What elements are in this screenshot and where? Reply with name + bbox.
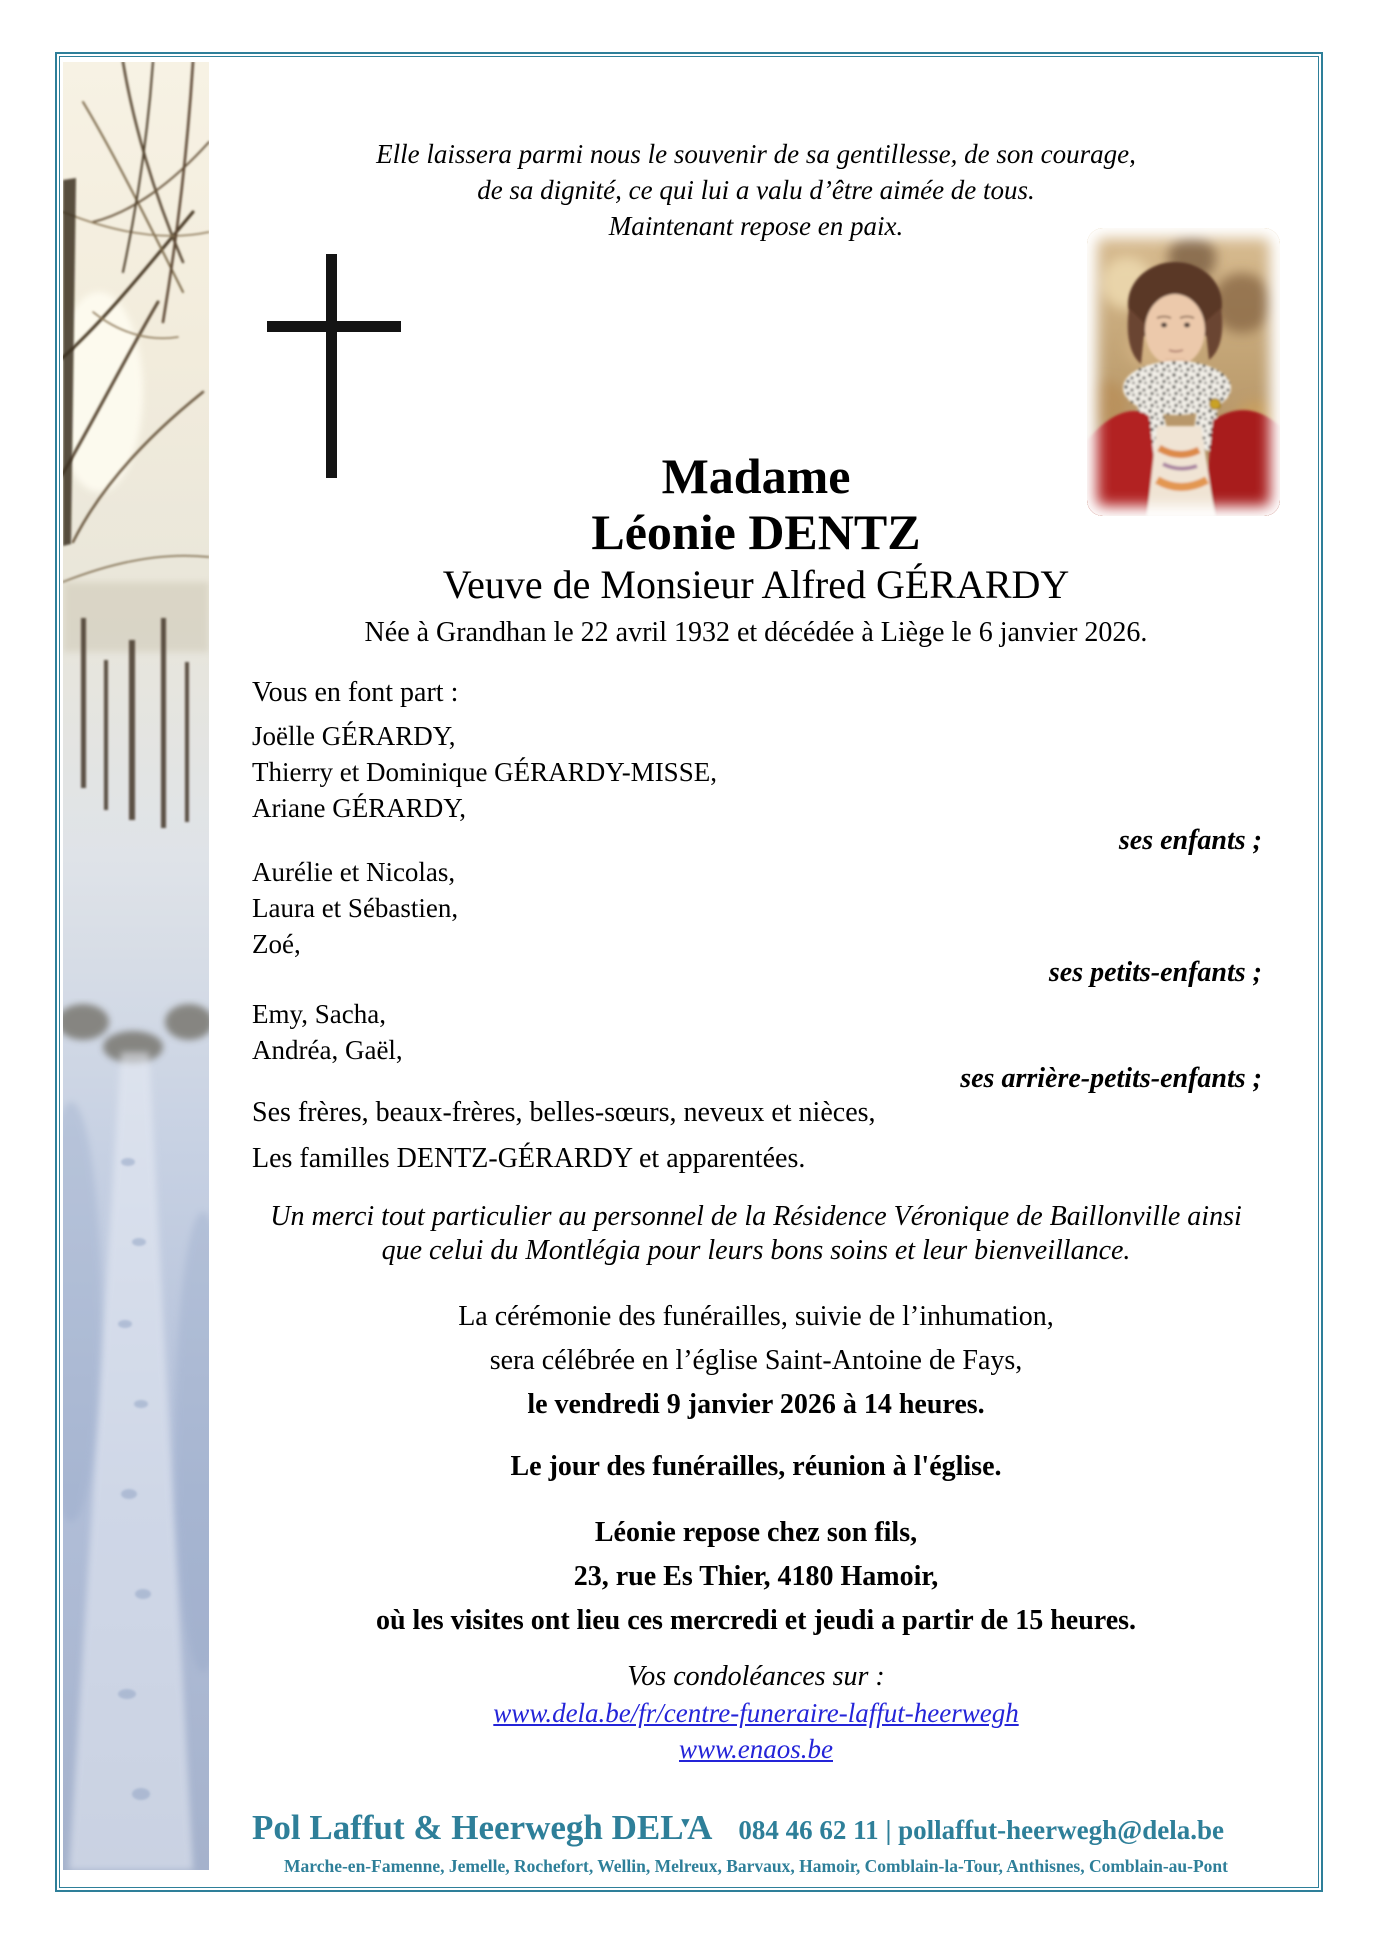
family-name-line: Zoé, xyxy=(252,929,301,959)
dela-brand xyxy=(612,1808,713,1847)
thanks-line: que celui du Montlégia pour leurs bons soins et leur bienveillance. xyxy=(381,1235,1131,1266)
funeral-date-line: le vendredi 9 janvier 2026 à 14 heures. xyxy=(527,1389,985,1420)
children-names xyxy=(252,718,1152,826)
footer-phone: 084 46 62 11 xyxy=(738,1815,879,1845)
epigraph-line: Elle laissera parmi nous le souvenir de sa gentillesse, de son courage, xyxy=(376,139,1136,169)
great-grandchildren-names xyxy=(252,996,1152,1068)
condolence-link-dela[interactable]: www.dela.be/fr/centre-funeraire-laffut-heerwegh xyxy=(493,1698,1019,1728)
dela-brand-post: A xyxy=(687,1808,713,1847)
grandchildren-names xyxy=(252,854,1152,962)
cross-vertical-bar xyxy=(326,254,337,478)
visits-line: où les visites ont lieu ces mercredi et jeudi a partir de 15 heures. xyxy=(375,1605,1137,1636)
dela-brand-pre: DEL xyxy=(611,1808,684,1847)
thanks-paragraph xyxy=(210,1200,1302,1268)
footer-towns: Marche-en-Famenne, Jemelle, Rochefort, Wellin, Melreux, Barvaux, Hamoir, Comblain-la-Tour, Anthisnes, Comblain-au-Pont xyxy=(283,1856,1228,1876)
ceremony-line: sera célébrée en l’église Saint-Antoine de Fays, xyxy=(489,1345,1023,1376)
great-grandchildren-group-label: ses arrière-petits-enfants ; xyxy=(960,1063,1262,1094)
grandchildren-group-label: ses petits-enfants ; xyxy=(1048,957,1262,988)
life-dates: Née à Grandhan le 22 avril 1932 et décédée à Liège le 6 janvier 2026. xyxy=(364,617,1148,648)
deceased-name: Léonie DENTZ xyxy=(591,504,921,560)
family-name-line: Emy, Sacha, xyxy=(252,999,386,1029)
funeral-home-banner xyxy=(252,1808,1224,1848)
footer-contact xyxy=(738,1815,1224,1846)
condolences-label: Vos condoléances sur : xyxy=(627,1661,885,1692)
thanks-line: Un merci tout particulier au personnel de la Résidence Véronique de Baillonville ainsi xyxy=(270,1201,1242,1232)
reunion-line: Le jour des funérailles, réunion à l'église. xyxy=(510,1451,1002,1482)
repose-line: Léonie repose chez son fils, xyxy=(594,1517,918,1548)
dela-accent-mark: ▾ xyxy=(681,1815,690,1831)
family-name-line: Aurélie et Nicolas, xyxy=(252,857,456,887)
family-name-line: Laura et Sébastien, xyxy=(252,893,459,923)
footer-email: pollaffut-heerwegh@dela.be xyxy=(898,1815,1224,1845)
epigraph xyxy=(210,136,1302,244)
relatives-line: Ses frères, beaux-frères, belles-sœurs, neveux et nièces, xyxy=(252,1097,876,1128)
winter-forest-path-photo xyxy=(63,62,209,1870)
funeral-home-name xyxy=(252,1808,712,1848)
families-line: Les familles DENTZ-GÉRARDY et apparentées. xyxy=(252,1143,806,1174)
footer-separator: | xyxy=(885,1815,892,1845)
children-group-label: ses enfants ; xyxy=(1118,825,1262,856)
family-name-line: Thierry et Dominique GÉRARDY-MISSE, xyxy=(252,757,717,787)
deceased-title: Madame xyxy=(661,448,851,504)
deceased-relation: Veuve de Monsieur Alfred GÉRARDY xyxy=(442,562,1070,607)
announcement-intro: Vous en font part : xyxy=(252,677,459,708)
family-name-line: Andréa, Gaël, xyxy=(252,1035,403,1065)
family-name-line: Joëlle GÉRARDY, xyxy=(252,721,456,751)
cross-horizontal-bar xyxy=(267,321,401,332)
footer-company-text: Pol Laffut & Heerwegh xyxy=(252,1808,603,1847)
epigraph-line: de sa dignité, ce qui lui a valu d’être aimée de tous. xyxy=(477,175,1035,205)
family-name-line: Ariane GÉRARDY, xyxy=(252,793,466,823)
ceremony-line: La cérémonie des funérailles, suivie de l’inhumation, xyxy=(458,1301,1054,1332)
address-line: 23, rue Es Thier, 4180 Hamoir, xyxy=(573,1561,939,1592)
condolence-link-enaos[interactable]: www.enaos.be xyxy=(679,1734,833,1764)
epigraph-line: Maintenant repose en paix. xyxy=(608,211,904,241)
